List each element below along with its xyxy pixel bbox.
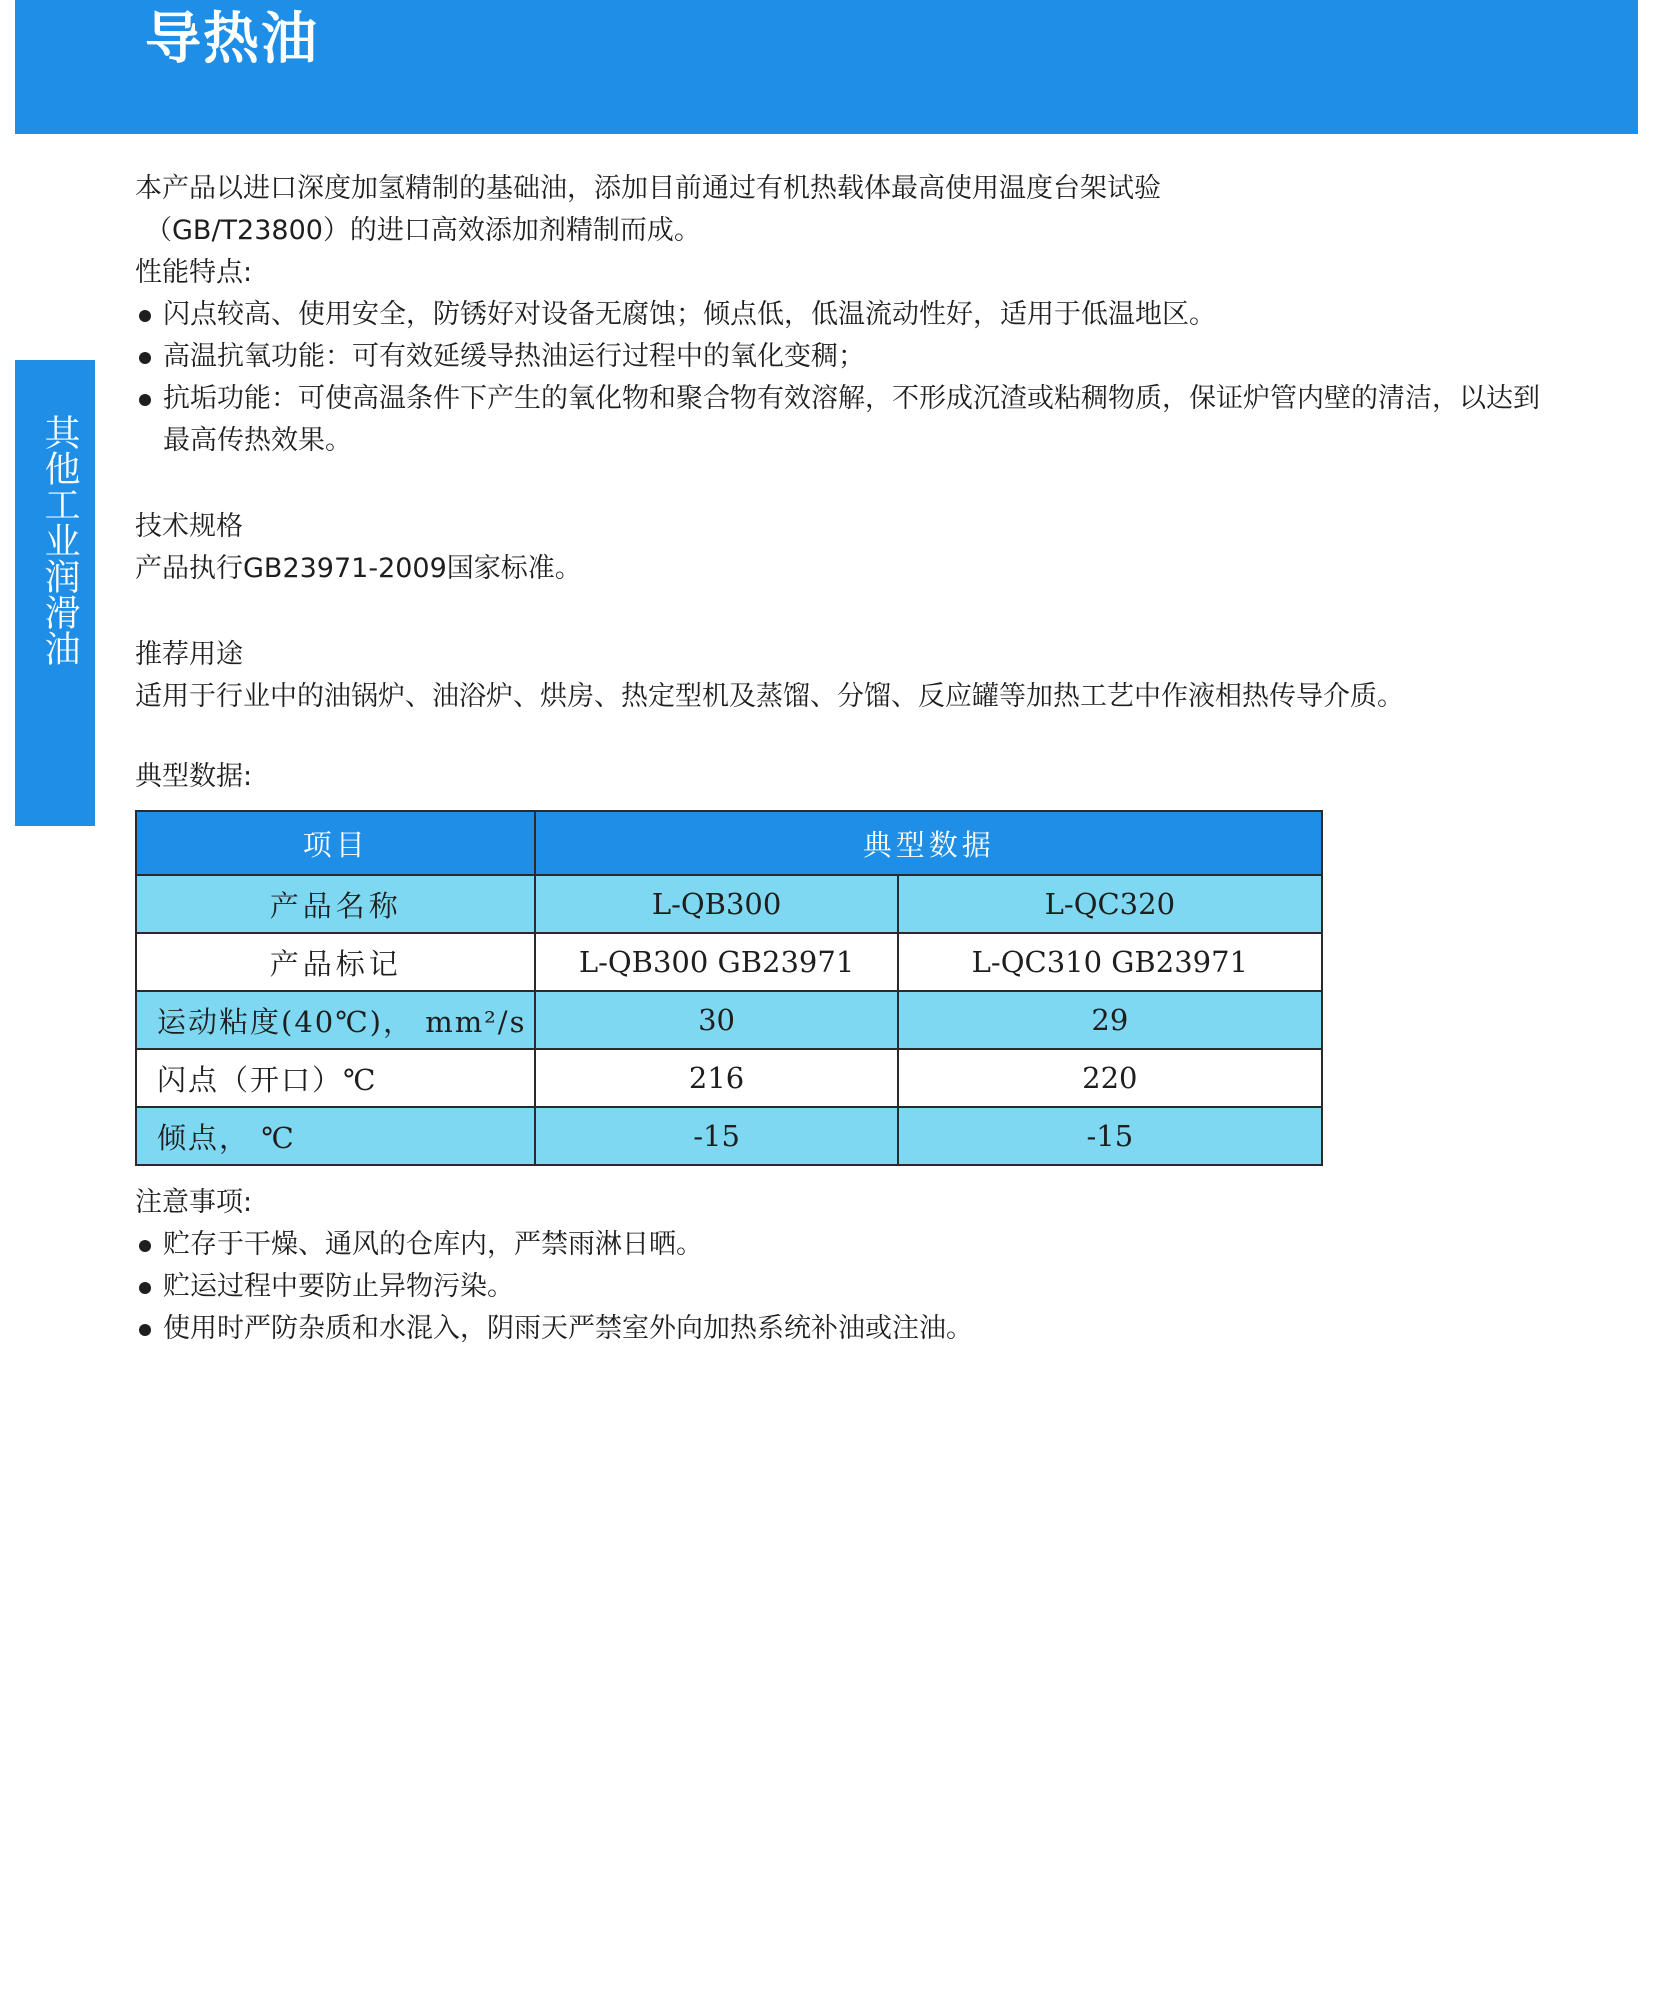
table-header-row xyxy=(136,811,1322,875)
category-side-tab xyxy=(15,360,95,826)
usage-text: 适用于行业中的油锅炉、油浴炉、烘房、热定型机及蒸馏、分馏、反应罐等加热工艺中作液相热传导介质。 xyxy=(135,681,1404,712)
page-title: 导热油 xyxy=(145,7,319,72)
value-cell: 29 xyxy=(898,991,1322,1049)
list-item: 使用时严防杂质和水混入，阴雨天严禁室外向加热系统补油或注油。 xyxy=(135,1308,1555,1350)
row-label: 倾点， ℃ xyxy=(136,1107,535,1165)
category-label: 其他工业润滑油 xyxy=(39,414,80,666)
list-item: 高温抗氧功能：可有效延缓导热油运行过程中的氧化变稠； xyxy=(135,336,1555,378)
features-list xyxy=(135,294,1555,462)
table-row xyxy=(136,933,1322,991)
value-cell: 220 xyxy=(898,1049,1322,1107)
typical-data-table xyxy=(135,810,1323,1166)
features-heading: 性能特点: xyxy=(135,257,253,288)
usage-heading: 推荐用途 xyxy=(135,639,243,670)
table-row xyxy=(136,1049,1322,1107)
row-label: 产品名称 xyxy=(136,875,535,933)
row-label: 产品标记 xyxy=(136,933,535,991)
specs-text: 产品执行GB23971-2009国家标准。 xyxy=(135,553,582,584)
row-label: 闪点（开口）℃ xyxy=(136,1049,535,1107)
value-cell: L-QB300 GB23971 xyxy=(535,933,897,991)
main-content xyxy=(135,168,1555,1350)
notes-list xyxy=(135,1224,1555,1350)
table-row xyxy=(136,991,1322,1049)
row-label: 运动粘度(40℃)， mm²/s xyxy=(136,991,535,1049)
value-cell: L-QC320 xyxy=(898,875,1322,933)
intro-line-1: 本产品以进口深度加氢精制的基础油，添加目前通过有机热载体最高使用温度台架试验 xyxy=(135,173,1161,204)
header-data-cell: 典型数据 xyxy=(535,811,1322,875)
header-banner xyxy=(15,0,1638,134)
value-cell: L-QC310 GB23971 xyxy=(898,933,1322,991)
value-cell: 216 xyxy=(535,1049,897,1107)
value-cell: L-QB300 xyxy=(535,875,897,933)
header-item-cell: 项目 xyxy=(136,811,535,875)
table-row xyxy=(136,875,1322,933)
list-item: 贮存于干燥、通风的仓库内，严禁雨淋日晒。 xyxy=(135,1224,1555,1266)
specs-heading: 技术规格 xyxy=(135,511,243,542)
list-item: 抗垢功能：可使高温条件下产生的氧化物和聚合物有效溶解，不形成沉渣或粘稠物质，保证炉管内壁的清洁，以达到最高传热效果。 xyxy=(135,378,1555,462)
value-cell: -15 xyxy=(535,1107,897,1165)
list-item: 闪点较高、使用安全，防锈好对设备无腐蚀；倾点低，低温流动性好，适用于低温地区。 xyxy=(135,294,1555,336)
list-item: 贮运过程中要防止异物污染。 xyxy=(135,1266,1555,1308)
typical-data-heading: 典型数据: xyxy=(135,761,253,792)
value-cell: 30 xyxy=(535,991,897,1049)
value-cell: -15 xyxy=(898,1107,1322,1165)
table-row xyxy=(136,1107,1322,1165)
notes-heading: 注意事项: xyxy=(135,1187,253,1218)
intro-line-2: （GB/T23800）的进口高效添加剂精制而成。 xyxy=(145,215,701,246)
